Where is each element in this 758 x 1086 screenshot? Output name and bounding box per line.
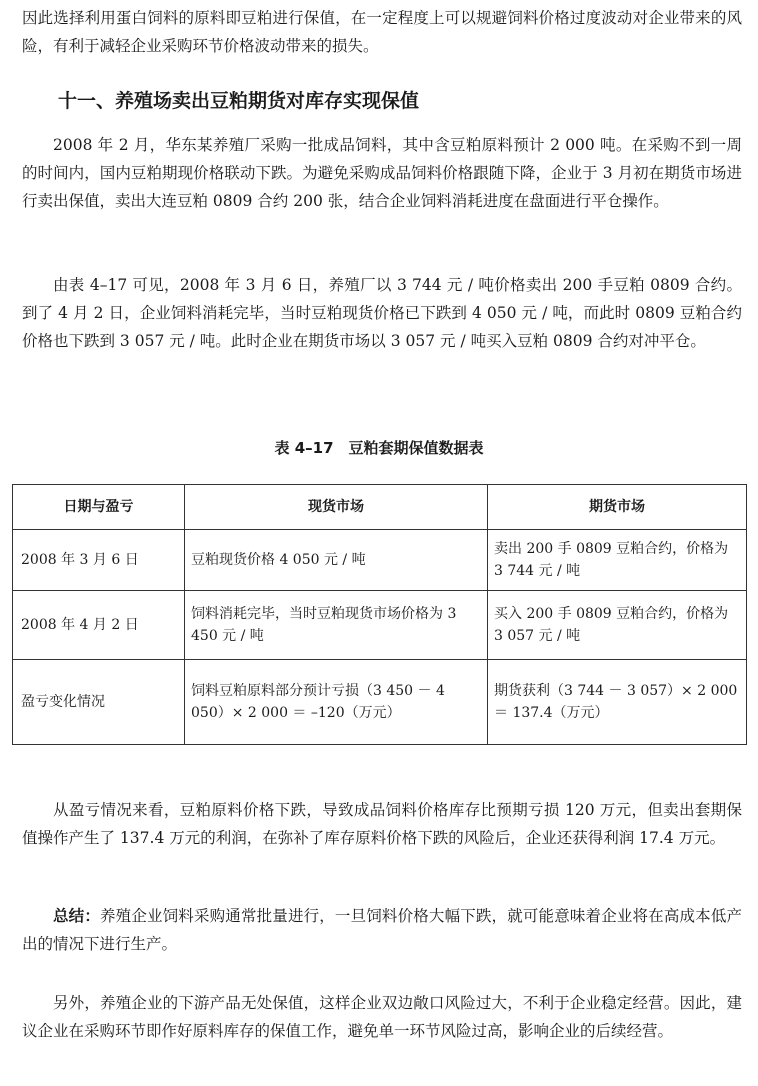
paragraph-1: 2008 年 2 月，华东某养殖厂采购一批成品饲料，其中含豆粕原料预计 2 000 吨。在采购不到一周的时间内，国内豆粕期现价格联动下跌。为避免采购成品饲料价格跟随下降，企业于 3 月初在期货市场进行卖出保值，卖出大连豆粕 0809 合约 200 张，结合企业饲料消耗进度在盘面进行平仓操作。 xyxy=(22,136,742,210)
table-cell-spot: 豆粕现货价格 4 050 元 / 吨 xyxy=(185,530,488,591)
summary-label: 总结： xyxy=(53,907,100,925)
table-header-futures: 期货市场 xyxy=(488,485,747,530)
hedging-data-table xyxy=(12,484,747,745)
paragraph-2: 由表 4–17 可见，2008 年 3 月 6 日，养殖厂以 3 744 元 / 吨价格卖出 200 手豆粕 0809 合约。到了 4 月 2 日，企业饲料消耗完毕，当时豆粕现货价格已下跌到 4 050 元 / 吨，而此时 0809 豆粕合约价格也下跌到 3 057 元 / 吨。此时企业在期货市场以 3 057 元 / 吨买入豆粕 0809 合约对冲平仓。 xyxy=(22,276,742,350)
table-caption: 表 4–17 豆粕套期保值数据表 xyxy=(274,439,484,457)
table-cell-date: 2008 年 3 月 6 日 xyxy=(13,530,185,591)
table-cell-spot: 饲料豆粕原料部分预计亏损（3 450 － 4 050）× 2 000 ＝ –120（万元） xyxy=(185,660,488,745)
intro-paragraph: 因此选择利用蛋白饲料的原料即豆粕进行保值，在一定程度上可以规避饲料价格过度波动对企业带来的风险，有利于减轻企业采购环节价格波动带来的损失。 xyxy=(22,9,742,55)
table-row xyxy=(13,660,747,745)
table-row xyxy=(13,591,747,660)
table-cell-date: 2008 年 4 月 2 日 xyxy=(13,591,185,660)
table-header-row xyxy=(13,485,747,530)
table-cell-futures: 卖出 200 手 0809 豆粕合约，价格为 3 744 元 / 吨 xyxy=(488,530,747,591)
table-header-spot: 现货市场 xyxy=(185,485,488,530)
summary-paragraph xyxy=(22,902,742,958)
table-cell-spot: 饲料消耗完毕，当时豆粕现货市场价格为 3 450 元 / 吨 xyxy=(185,591,488,660)
summary-text: 养殖企业饲料采购通常批量进行，一旦饲料价格大幅下跌，就可能意味着企业将在高成本低产出的情况下进行生产。 xyxy=(22,907,742,953)
section-heading: 十一、养殖场卖出豆粕期货对库存实现保值 xyxy=(58,90,420,112)
table-header-date: 日期与盈亏 xyxy=(13,485,185,530)
paragraph-3: 从盈亏情况来看，豆粕原料价格下跌，导致成品饲料价格库存比预期亏损 120 万元，但卖出套期保值操作产生了 137.4 万元的利润，在弥补了库存原料价格下跌的风险后，企业还获得利润 17.4 万元。 xyxy=(22,801,742,847)
table-cell-date: 盈亏变化情况 xyxy=(13,660,185,745)
table-row xyxy=(13,530,747,591)
table-cell-futures: 买入 200 手 0809 豆粕合约，价格为 3 057 元 / 吨 xyxy=(488,591,747,660)
table-cell-futures: 期货获利（3 744 － 3 057）× 2 000 ＝ 137.4（万元） xyxy=(488,660,747,745)
paragraph-5: 另外，养殖企业的下游产品无处保值，这样企业双边敞口风险过大，不利于企业稳定经营。因此，建议企业在采购环节即作好原料库存的保值工作，避免单一环节风险过高，影响企业的后续经营。 xyxy=(22,994,742,1040)
